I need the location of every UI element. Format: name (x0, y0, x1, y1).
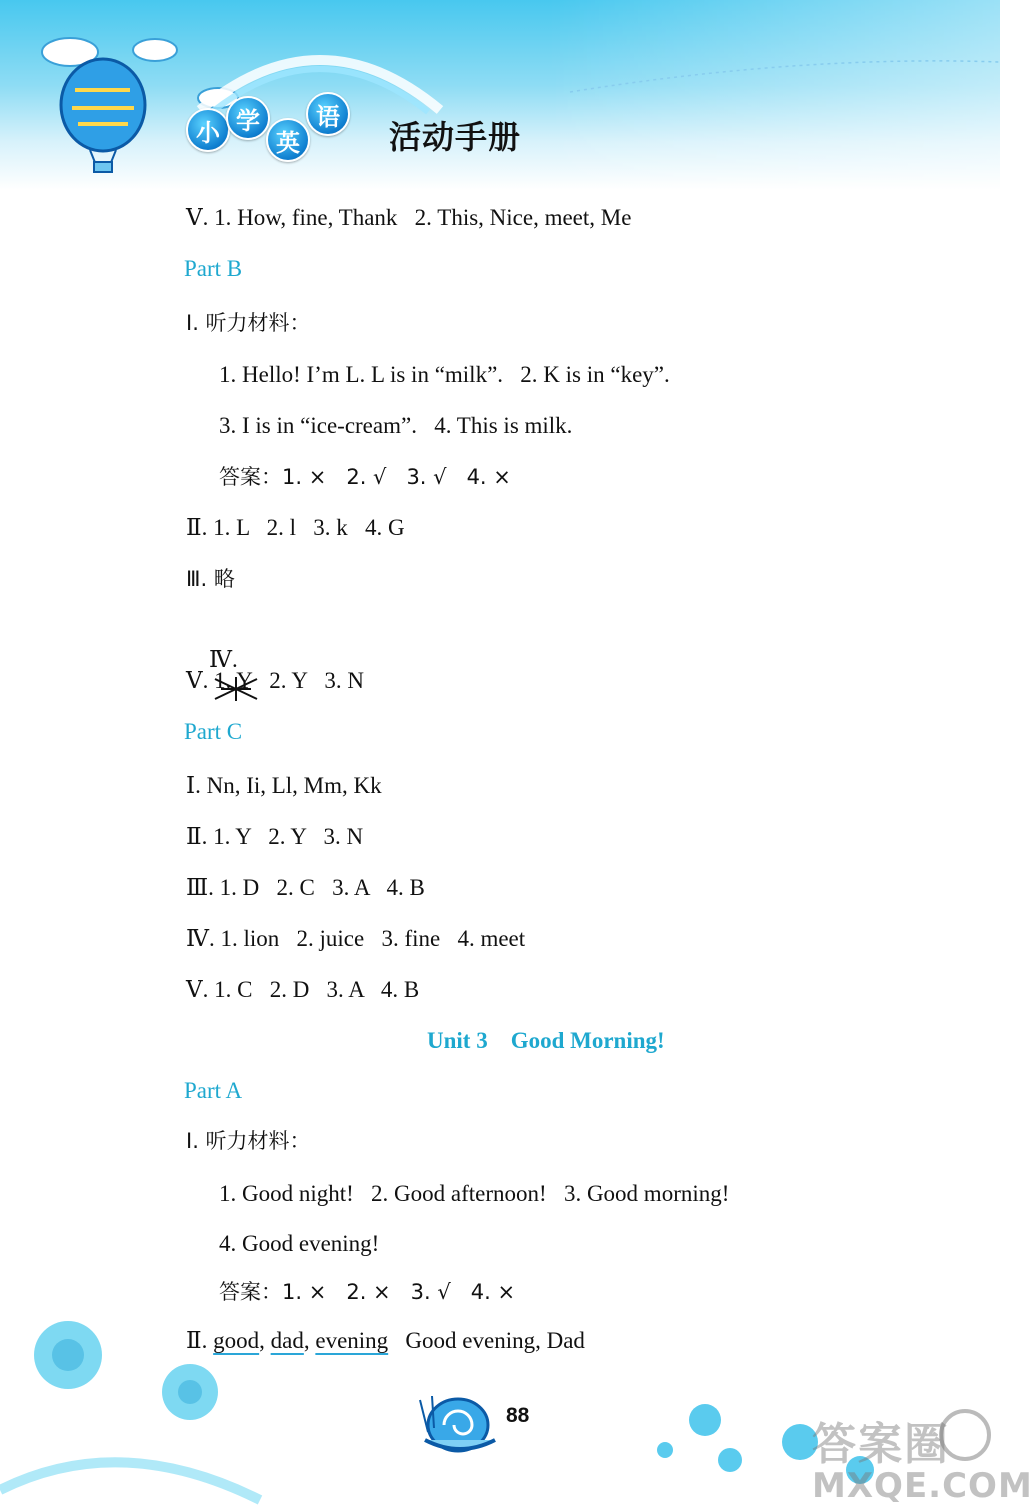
title-badge: 小 (186, 108, 230, 152)
snail-icon (420, 1396, 495, 1451)
answer-line: Ⅴ. 1. C 2. D 3. A 4. B (186, 977, 420, 1002)
answer-line: Ⅰ. Nn, Ii, Ll, Mm, Kk (186, 773, 382, 798)
underlined-word: good (213, 1328, 260, 1353)
answer-line: 1. Hello! I’m L. L is in “milk”. 2. K is in “key”. (219, 362, 670, 387)
answer-line: Ⅳ. 1. lion 2. juice 3. fine 4. meet (186, 926, 526, 951)
section-heading: Part B (184, 256, 243, 281)
answer-line: 3. I is in “ice-cream”. 4. This is milk. (219, 413, 573, 438)
underlined-word: dad (270, 1328, 304, 1353)
section-heading: Part C (184, 719, 243, 744)
answer-line: 4. Good evening! (219, 1231, 380, 1256)
answer-line: Ⅱ. 1. Y 2. Y 3. N (186, 824, 364, 849)
book-title-badges (186, 102, 346, 162)
sunflower-icon (34, 1321, 218, 1420)
answer-sentence: Good evening, Dad (388, 1328, 585, 1353)
hot-air-balloon-icon (61, 59, 145, 172)
answer-line: 答案：1. × 2. √ 3. √ 4. × (219, 465, 511, 489)
item-label: Ⅳ. (209, 647, 238, 672)
title-badge: 英 (266, 118, 310, 162)
site-watermark (812, 1408, 1033, 1506)
answer-line: Ⅱ. 1. L 2. l 3. k 4. G (186, 515, 405, 540)
answer-line: 1. Good night! 2. Good afternoon! 3. Good morning! (219, 1181, 730, 1206)
unit-title: Unit 3 Good Morning! (427, 1028, 665, 1053)
answer-line: Ⅴ. 1. Y 2. Y 3. N (186, 668, 365, 693)
title-badge: 学 (226, 96, 270, 140)
header-decoration (0, 0, 1000, 190)
separator: , (303, 1328, 316, 1353)
page-number: 88 (506, 1404, 530, 1427)
answer-line: Ⅰ. 听力材料： (186, 311, 311, 335)
watermark-en: MXQE.COM (812, 1466, 1033, 1506)
answer-line: Ⅴ. 1. How, fine, Thank 2. This, Nice, meet, Me (186, 205, 632, 230)
section-heading: Part A (184, 1078, 243, 1103)
underlined-word: evening (315, 1328, 389, 1353)
answer-line: Ⅲ. 1. D 2. C 3. A 4. B (186, 875, 425, 900)
item-label: Ⅱ. (186, 1328, 214, 1353)
title-badge: 语 (306, 92, 350, 136)
separator: , (259, 1328, 271, 1353)
answer-line: Ⅲ. 略 (186, 567, 235, 591)
answer-line: Ⅰ. 听力材料： (186, 1129, 311, 1153)
watermark-cn: 答案圈 (812, 1419, 950, 1470)
answer-line: 答案：1. × 2. × 3. √ 4. × (219, 1280, 516, 1304)
book-subtitle: 活动手册 (389, 118, 522, 156)
